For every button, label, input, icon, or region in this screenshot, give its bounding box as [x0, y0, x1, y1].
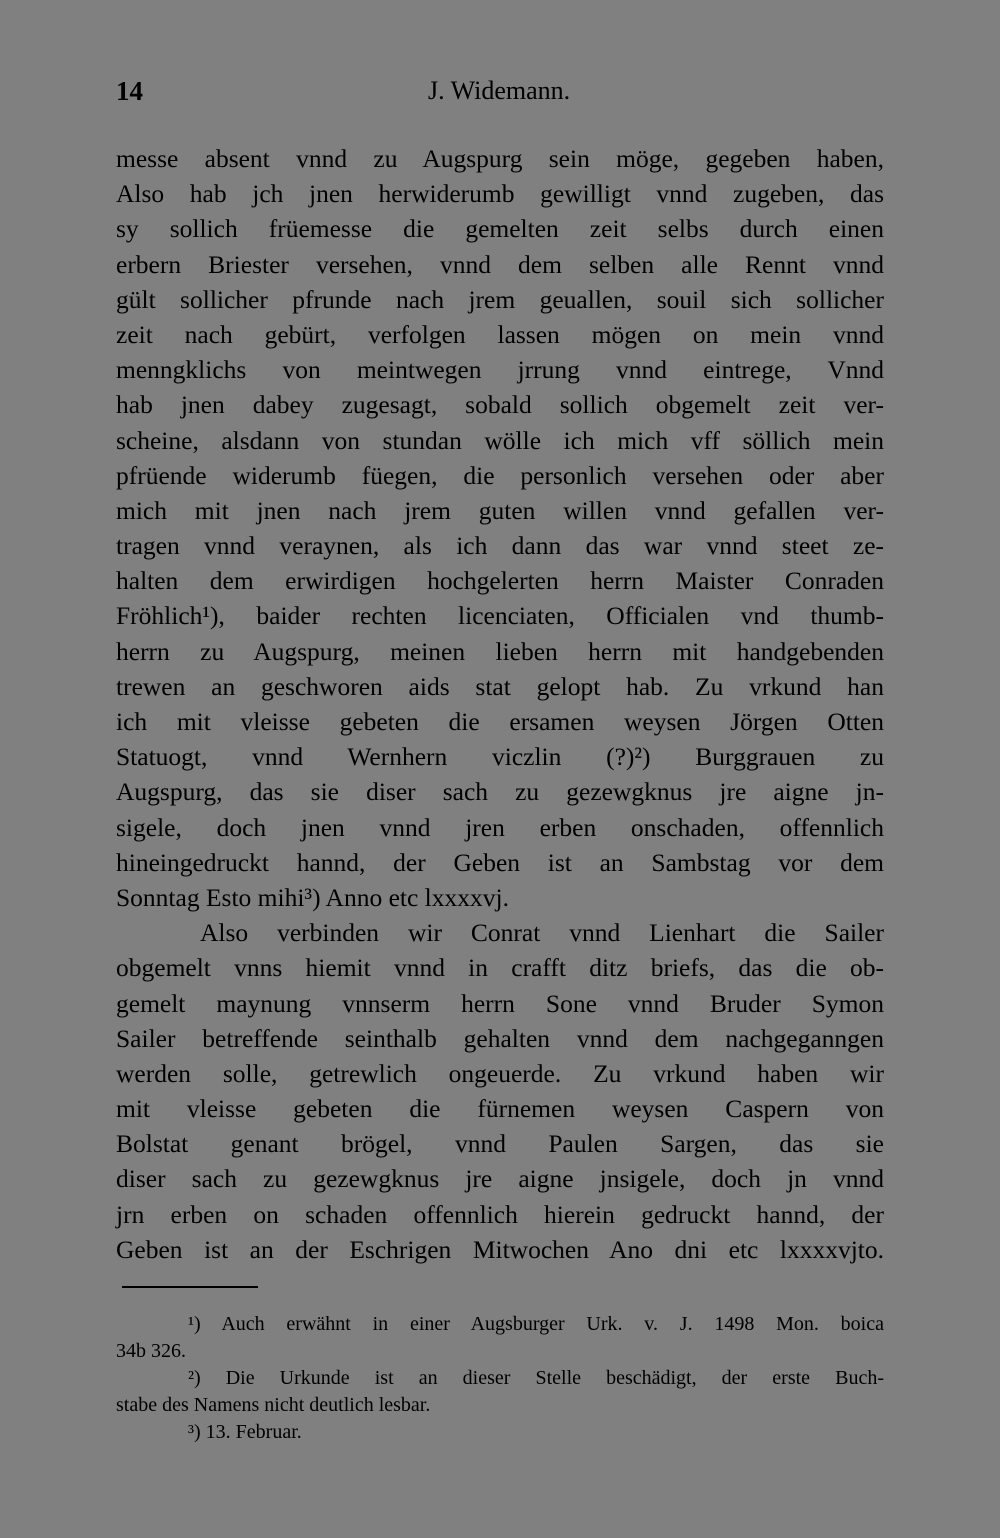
text-line: Sailer betreffende seinthalb gehalten vnnd dem nachgeganngen	[116, 1023, 884, 1053]
text-line: gült sollicher pfrunde nach jrem geuallen, souil sich sollicher	[116, 284, 884, 314]
text-line: sy sollich früemesse die gemelten zeit selbs durch einen	[116, 214, 884, 244]
text-line: gemelt maynung vnnserm herrn Sone vnnd Bruder Symon	[116, 988, 884, 1018]
text-line: Statuogt, vnnd Wernhern viczlin (?)²) Burggrauen zu	[116, 742, 884, 772]
text-line: mich mit jnen nach jrem guten willen vnnd gefallen ver-	[116, 495, 884, 525]
text-line: Fröhlich¹), baider rechten licenciaten, Officialen vnd thumb-	[116, 601, 884, 631]
body-text	[116, 141, 884, 1267]
text-line: tragen vnnd veraynen, als ich dann das war vnnd steet ze-	[116, 531, 884, 561]
text-line: hab jnen dabey zugesagt, sobald sollich obgemelt zeit ver-	[116, 390, 884, 420]
text-line: Augspurg, das sie diser sach zu gezewgknus jre aigne jn-	[116, 777, 884, 807]
footnotes	[116, 1311, 884, 1446]
text-line: jrn erben on schaden offennlich hierein gedruckt hannd, der	[116, 1199, 884, 1229]
text-line: messe absent vnnd zu Augspurg sein möge, gegeben haben,	[116, 144, 884, 173]
page-number: 14	[116, 76, 143, 106]
text-line: halten dem erwirdigen hochgelerten herrn Maister Conraden	[116, 566, 884, 596]
text-line: diser sach zu gezewgknus jre aigne jnsigele, doch jn vnnd	[116, 1164, 884, 1194]
text-line: erbern Briester versehen, vnnd dem selben alle Rennt vnnd	[116, 249, 884, 279]
footnote-line: ³) 13. Februar.	[188, 1421, 302, 1443]
footnote-line: ¹) Auch erwähnt in einer Augsburger Urk. v. J. 1498 Mon. boica	[188, 1313, 884, 1335]
footnote-separator	[122, 1286, 258, 1288]
text-line: mit vleisse gebeten die fürnemen weysen Caspern von	[116, 1094, 884, 1124]
text-line: obgemelt vnns hiemit vnnd in crafft ditz briefs, das die ob-	[116, 953, 884, 983]
text-line: Also verbinden wir Conrat vnnd Lienhart die Sailer	[200, 918, 884, 948]
text-line: Bolstat genant brögel, vnnd Paulen Sargen, das sie	[116, 1129, 884, 1159]
text-line: Also hab jch jnen herwiderumb gewilligt vnnd zugeben, das	[116, 179, 884, 209]
text-line: pfrüende widerumb füegen, die personlich versehen oder aber	[116, 460, 884, 490]
text-line: trewen an geschworen aids stat gelopt hab. Zu vrkund han	[116, 671, 884, 701]
footnote-line: stabe des Namens nicht deutlich lesbar.	[116, 1394, 431, 1416]
footnote-line: 34b 326.	[116, 1340, 186, 1362]
text-line: Sonntag Esto mihi³) Anno etc lxxxxvj.	[116, 882, 509, 912]
text-line: scheine, alsdann von stundan wölle ich mich vff söllich mein	[116, 425, 884, 455]
page-header	[116, 76, 884, 112]
text-line: ich mit vleisse gebeten die ersamen weysen Jörgen Otten	[116, 707, 884, 736]
text-line: werden solle, getrewlich ongeuerde. Zu vrkund haben wir	[116, 1058, 884, 1088]
text-line: Geben ist an der Eschrigen Mitwochen Ano dni etc lxxxxvjto.	[116, 1234, 884, 1264]
text-line: hineingedruckt hannd, der Geben ist an Sambstag vor dem	[116, 847, 884, 877]
footnote-line: ²) Die Urkunde ist an dieser Stelle beschädigt, der erste Buch-	[188, 1367, 884, 1389]
running-title: J. Widemann.	[428, 76, 571, 105]
text-line: menngklichs von meintwegen jrrung vnnd eintrege, Vnnd	[116, 355, 884, 385]
text-line: zeit nach gebürt, verfolgen lassen mögen on mein vnnd	[116, 319, 884, 349]
text-line: herrn zu Augspurg, meinen lieben herrn mit handgebenden	[116, 636, 884, 666]
text-line: sigele, doch jnen vnnd jren erben onschaden, offennlich	[116, 812, 884, 842]
